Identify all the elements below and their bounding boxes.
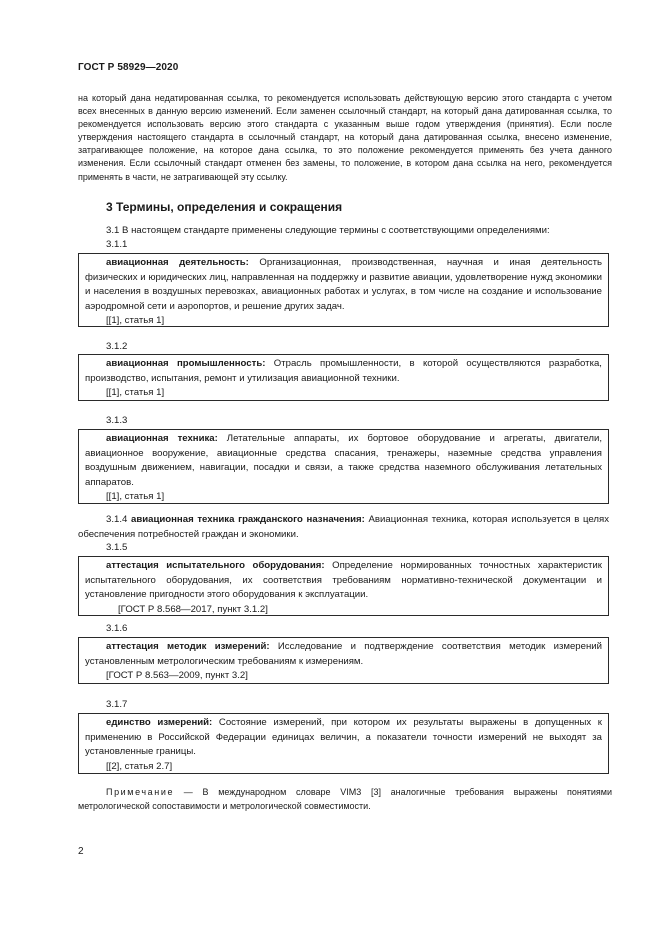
term-source: [ГОСТ Р 8.563—2009, пункт 3.2] [106,670,248,681]
term-name: авиационная деятельность: [106,257,249,268]
term-box-aviation-activity [78,253,609,327]
term-box-measurement-method-certification [78,637,609,684]
term-number: 3.1.2 [106,341,128,352]
term-paragraph [85,256,602,314]
term-definition: Организационная, производственная, научная и иная деятельность физических и юридических лиц, направленная на поддержку и развитие авиации, удовлетворение нужд экономики и населения в воздушных перевозках, авиационных работах и услугах, в том числе на создание и использование аэродромной сети и аэропортов, и решение других задач. [85,257,602,312]
term-definition: Состояние измерений, при котором их результаты выражены в допущенных к применению в Российской Федерации единицах величин, а показатели точности измерений не выходят за установленные границы. [85,717,602,757]
term-name: авиационная промышленность: [106,358,266,369]
term-paragraph [85,716,602,760]
intro-paragraph: на который дана недатированная ссылка, то рекомендуется использовать действующую версию этого стандарта с учетом всех внесенных в данную версию изменений. Если заменен ссылочный стандарт, на который дана датированная ссылка, то рекомендуется использовать версию этого стандарта с указанным выше годом утверждения (принятия). Если после утверждения настоящего стандарта в ссылочный стандарт, на который дана датированная ссылка, внесено изменение, затрагивающее положение, на которое дана ссылка, то это положение рекомендуется применять без учета данного изменения. Если ссылочный стандарт отменен без замены, то положение, в котором дана ссылка на него, рекомендуется применять в части, не затрагивающей эту ссылку. [78,93,612,182]
term-box-aviation-industry [78,354,609,401]
term-paragraph [85,640,602,669]
note-paragraph [78,786,612,813]
section-title: 3 Термины, определения и сокращения [106,200,343,214]
term-definition: Отрасль промышленности, в которой осуществляются разработка, производство, испытания, ремонт и утилизация авиационной техники. [85,358,602,384]
term-source: [[1], статья 1] [106,491,165,502]
term-name: единство измерений: [106,717,213,728]
term-name: авиационная техника: [106,433,218,444]
term-source: [[2], статья 2.7] [106,760,173,772]
term-name: аттестация методик измерений: [106,641,270,652]
term-definition: Летательные аппараты, их бортовое оборудование и агрегаты, двигатели, авиационное вооружение, авиационные средства спасания, тренажеры, наземные средства управления воздушным движением, навигации, посадки и связи, а также средства наземного обслуживания летательных аппаратов. [85,433,603,488]
term-source: [[1], статья 1] [106,387,165,398]
term-source: [[1], статья 1] [106,315,165,326]
page-number: 2 [78,846,84,857]
term-number: 3.1.3 [106,415,128,426]
note-label: Примечание [106,787,175,797]
term-definition: Авиационная техника, которая используется в целях обеспечения потребностей граждан и экономики. [78,514,609,540]
term-box-aviation-equipment [78,429,609,504]
term-number: 3.1.6 [106,623,128,634]
document-header: ГОСТ Р 58929—2020 [78,62,179,73]
term-name: аттестация испытательного оборудования: [106,560,325,571]
term-definition: Определение нормированных точностных характеристик испытательного оборудования, их соответствия требованиям нормативно-технической документации и установление пригодности этого оборудования к эксплуатации. [85,560,602,600]
term-box-test-equipment-certification [78,556,609,616]
term-name: авиационная техника гражданского назначения: [131,514,365,525]
term-source: [ГОСТ Р 8.568—2017, пункт 3.1.2] [118,603,268,615]
section-lead: 3.1 В настоящем стандарте применены следующие термины с соответствующими определениями: [106,225,550,236]
term-paragraph-civil-aviation-equipment [78,513,609,542]
note-text: — В международном словаре VIM3 [3] аналогичные требования выражены понятиями метрологической сопоставимости и метрологической совместимости. [78,787,612,811]
term-box-measurement-uniformity [78,713,609,774]
term-number: 3.1.5 [106,542,128,553]
term-number: 3.1.7 [106,699,128,710]
term-paragraph [85,432,602,490]
term-paragraph [85,559,602,603]
term-definition: Исследование и подтверждение соответствия методик измерений установленным метрологическим требованиям к измерениям. [85,641,602,667]
term-paragraph [85,357,602,386]
term-number: 3.1.1 [106,239,128,250]
term-number: 3.1.4 [106,514,128,525]
